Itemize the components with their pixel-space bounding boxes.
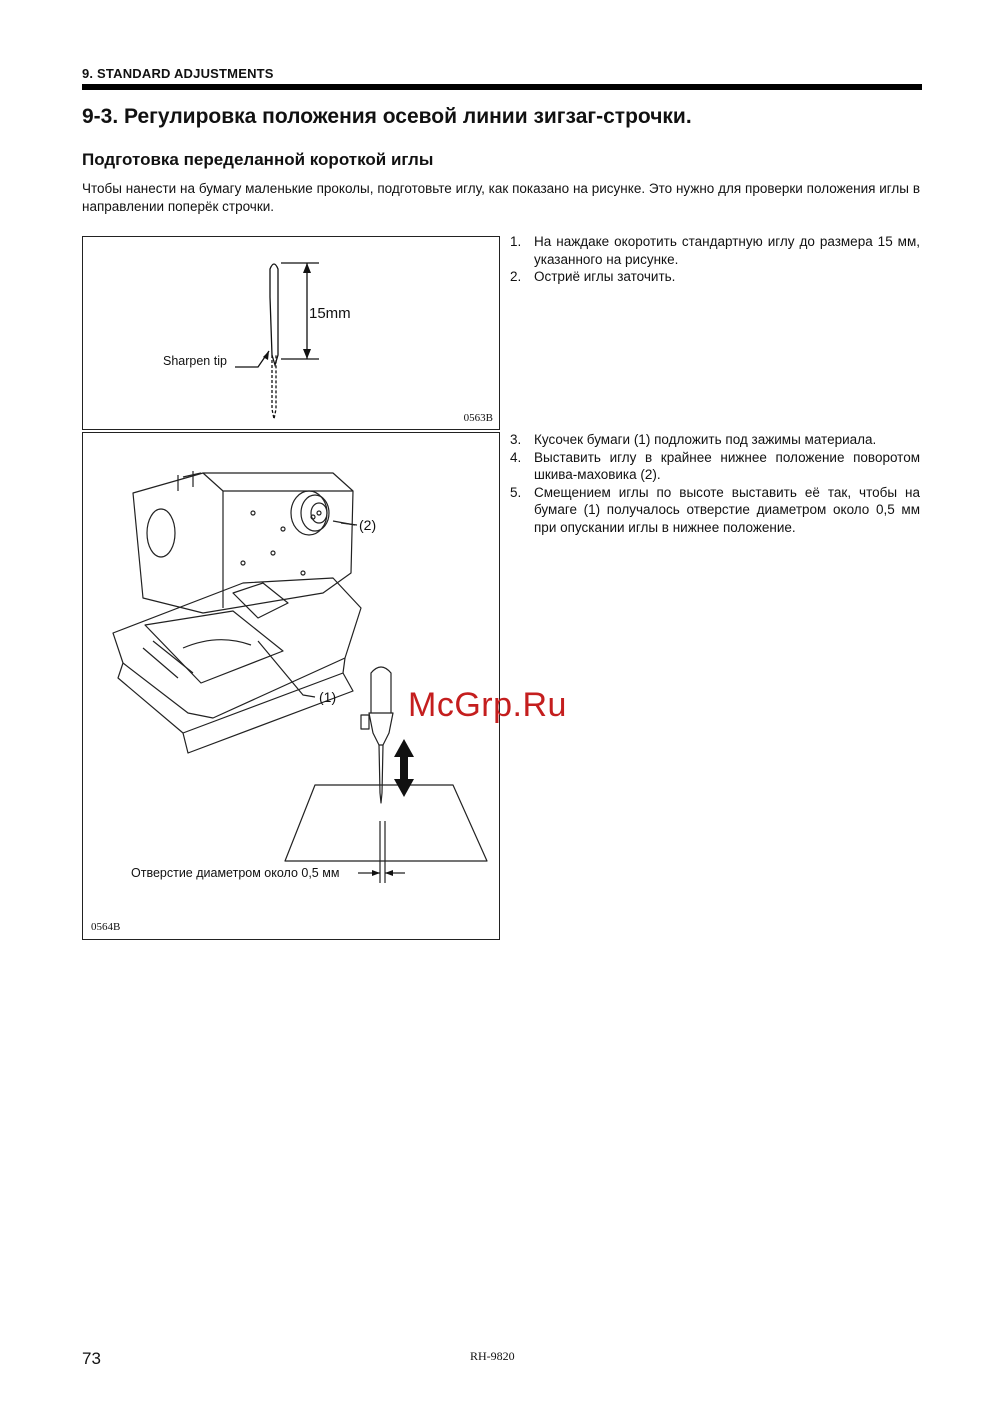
callout-paper: (1) bbox=[319, 689, 337, 705]
step-text: Смещением иглы по высоте выставить её так, чтобы на бумаге (1) получалось отверстие диаметром около 0,5 мм при опускании иглы в нижнее положение. bbox=[534, 484, 920, 535]
figure-needle-shortening bbox=[82, 236, 500, 430]
step-text: Остриё иглы заточить. bbox=[534, 269, 676, 284]
list-item bbox=[508, 484, 920, 537]
step-text: Кусочек бумаги (1) подложить под зажимы материала. bbox=[534, 432, 877, 447]
machine-head-icon bbox=[133, 471, 353, 613]
needle-shank-icon bbox=[270, 264, 278, 297]
needle-diagram bbox=[83, 237, 499, 429]
figure-code: 0564B bbox=[91, 921, 121, 933]
page-title: 9-3. Регулировка положения осевой линии зигзаг-строчки. bbox=[82, 105, 692, 128]
figure-code: 0563B bbox=[463, 412, 493, 424]
section-rule bbox=[82, 84, 922, 90]
section-subtitle: Подготовка переделанной короткой иглы bbox=[82, 150, 434, 169]
list-item bbox=[508, 449, 920, 484]
watermark: McGrp.Ru bbox=[408, 686, 567, 724]
section-label: 9. STANDARD ADJUSTMENTS bbox=[82, 66, 274, 81]
hole-arrow-left-icon bbox=[372, 870, 380, 876]
intro-paragraph: Чтобы нанести на бумагу маленькие проколы, подготовьте иглу, как показано на рисунке. Это нужно для проверки положения иглы в направлении поперёк строчки. bbox=[82, 181, 920, 214]
dimension-arrow-top-icon bbox=[303, 263, 311, 273]
step-number: 3. bbox=[510, 432, 522, 447]
step-number: 5. bbox=[510, 484, 522, 500]
handwheel-icon bbox=[291, 491, 355, 535]
sharpen-tip-label: Sharpen tip bbox=[163, 354, 227, 368]
step-text: Выставить иглу в крайнее нижнее положение поворотом шкива-маховика (2). bbox=[534, 449, 920, 482]
steps-list-needle bbox=[508, 233, 920, 286]
step-number: 4. bbox=[510, 449, 522, 465]
dimension-label: 15mm bbox=[309, 305, 351, 322]
list-item bbox=[508, 233, 920, 268]
hole-arrow-right-icon bbox=[385, 870, 393, 876]
up-down-arrow-icon bbox=[394, 739, 414, 797]
paper-trapezoid-icon bbox=[285, 785, 487, 861]
needle-blade-icon bbox=[270, 297, 278, 365]
steps-list-positioning bbox=[508, 431, 920, 536]
list-item bbox=[508, 268, 920, 286]
hole-diameter-label: Отверстие диаметром около 0,5 мм bbox=[131, 866, 340, 880]
step-number: 1. bbox=[510, 234, 522, 249]
callout-handwheel: (2) bbox=[359, 517, 377, 533]
dimension-arrow-bottom-icon bbox=[303, 349, 311, 359]
machine-bed-icon bbox=[113, 578, 361, 753]
page-number: 73 bbox=[82, 1349, 101, 1368]
step-text: На наждаке окоротить стандартную иглу до размера 15 мм, указанного на рисунке. bbox=[534, 234, 920, 267]
list-item bbox=[508, 431, 920, 449]
needle-closeup-icon bbox=[361, 667, 393, 803]
model-code: RH-9820 bbox=[470, 1349, 515, 1363]
step-number: 2. bbox=[510, 269, 522, 284]
